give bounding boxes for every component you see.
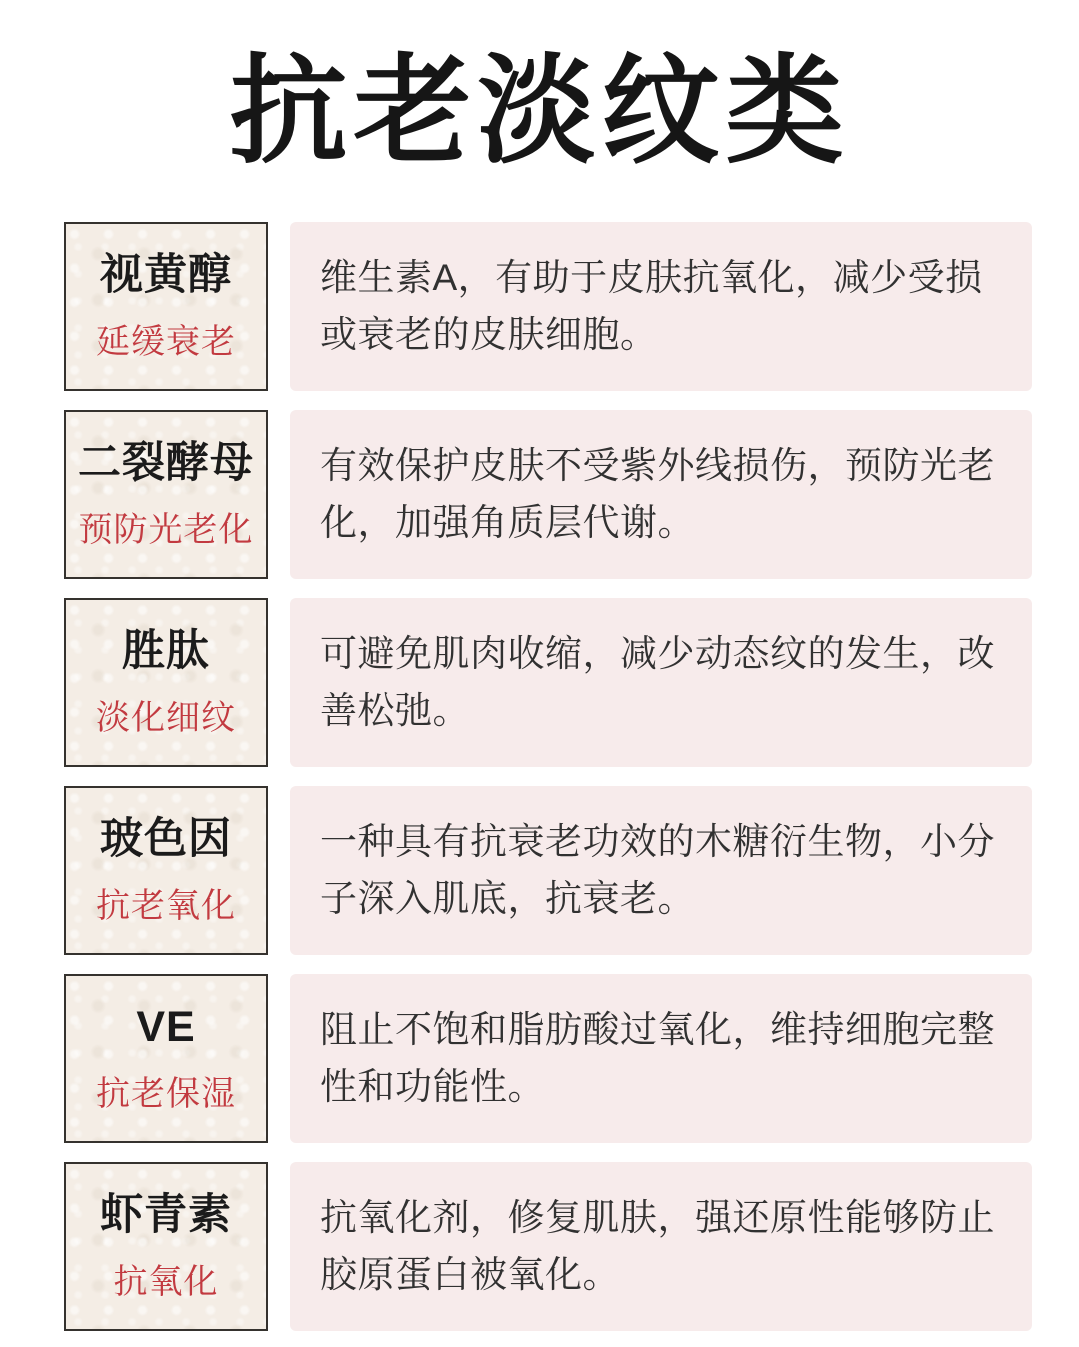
ingredient-description-panel [290, 786, 1032, 955]
ingredient-benefit-tag: 延缓衰老 [96, 323, 236, 361]
ingredient-card [64, 786, 268, 955]
ingredient-card [64, 1162, 268, 1331]
ingredient-benefit-tag: 淡化细纹 [96, 699, 236, 737]
ingredient-description-panel [290, 598, 1032, 767]
ingredient-description-panel [290, 974, 1032, 1143]
ingredient-description: 一种具有抗衰老功效的木糖衍生物，小分子深入肌底，抗衰老。 [320, 821, 995, 919]
ingredient-description-panel [290, 1162, 1032, 1331]
ingredient-list [0, 222, 1079, 1347]
ingredient-name: 视黄醇 [100, 251, 232, 299]
ingredient-row-astaxanthin [64, 1162, 1032, 1331]
ingredient-benefit-tag: 抗老氧化 [96, 887, 236, 925]
ingredient-card [64, 222, 268, 391]
ingredient-name: 玻色因 [100, 815, 232, 863]
ingredient-description: 阻止不饱和脂肪酸过氧化，维持细胞完整性和功能性。 [320, 1009, 995, 1107]
ingredient-card [64, 974, 268, 1143]
page-title: 抗老淡纹类 [229, 41, 850, 180]
header [0, 0, 1079, 222]
ingredient-name: 虾青素 [100, 1191, 232, 1239]
ingredient-card [64, 598, 268, 767]
ingredient-card [64, 410, 268, 579]
ingredient-row-peptide [64, 598, 1032, 767]
ingredient-row-bifida [64, 410, 1032, 579]
ingredient-description: 可避免肌肉收缩，减少动态纹的发生，改善松弛。 [320, 633, 995, 731]
ingredient-description-panel [290, 410, 1032, 579]
ingredient-row-proxylane [64, 786, 1032, 955]
ingredient-description-panel [290, 222, 1032, 391]
ingredient-name: VE [136, 1003, 196, 1051]
ingredient-description: 维生素A，有助于皮肤抗氧化，减少受损或衰老的皮肤细胞。 [320, 257, 983, 355]
ingredient-row-ve [64, 974, 1032, 1143]
ingredient-description: 抗氧化剂，修复肌肤，强还原性能够防止胶原蛋白被氧化。 [320, 1197, 995, 1295]
ingredient-description: 有效保护皮肤不受紫外线损伤，预防光老化，加强角质层代谢。 [320, 445, 995, 543]
ingredient-benefit-tag: 预防光老化 [78, 511, 254, 549]
ingredient-row-retinol [64, 222, 1032, 391]
ingredient-name: 胜肽 [122, 627, 210, 675]
ingredient-name: 二裂酵母 [78, 439, 254, 487]
ingredient-benefit-tag: 抗氧化 [113, 1263, 219, 1301]
ingredient-benefit-tag: 抗老保湿 [96, 1075, 236, 1113]
